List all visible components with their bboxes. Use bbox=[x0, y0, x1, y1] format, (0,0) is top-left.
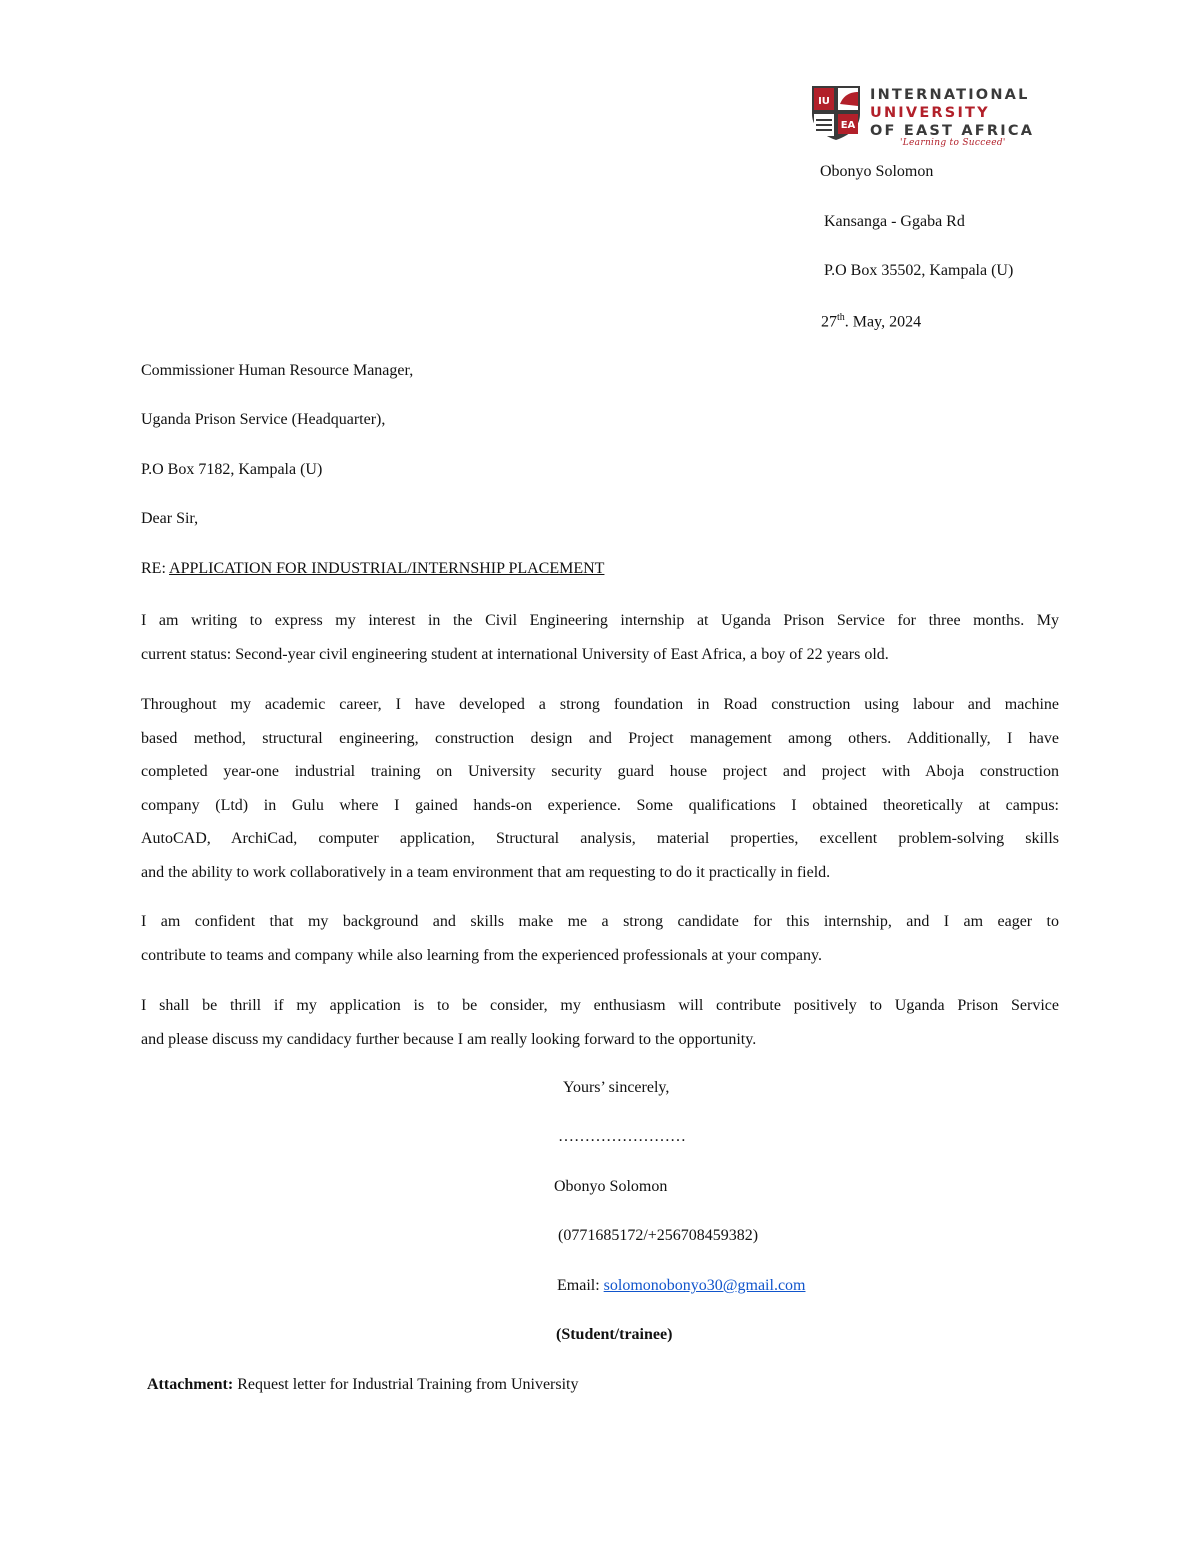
logo-line-university: UNIVERSITY bbox=[870, 105, 990, 121]
paragraph-line: I shall be thrill if my application is to be consider, my enthusiasm will contribute positively to Uganda Prison Service bbox=[141, 997, 1059, 1014]
body-paragraph-3 bbox=[141, 905, 1059, 972]
signature-line: …………………… bbox=[558, 1128, 686, 1145]
salutation: Dear Sir, bbox=[141, 510, 199, 527]
subject-line bbox=[141, 560, 604, 578]
date-rest: . May, 2024 bbox=[844, 313, 922, 331]
paragraph-line: and the ability to work collaboratively in a team environment that am requesting to do it practically in field. bbox=[141, 863, 831, 881]
body-paragraph-1 bbox=[141, 604, 1059, 671]
subject-text: APPLICATION FOR INDUSTRIAL/INTERNSHIP PLACEMENT bbox=[169, 560, 605, 577]
paragraph-line: and please discuss my candidacy further because I am really looking forward to the opportunity. bbox=[141, 1030, 757, 1048]
recipient-po-box: P.O Box 7182, Kampala (U) bbox=[141, 461, 323, 478]
university-logo bbox=[808, 82, 1038, 152]
valediction: Yours’ sincerely, bbox=[563, 1079, 670, 1096]
crest-mark-right: EA bbox=[840, 120, 856, 131]
email-link[interactable]: solomonobonyo30@gmail.com bbox=[603, 1277, 806, 1294]
paragraph-line: company (Ltd) in Gulu where I gained hands-on experience. Some qualifications I obtained theoretically at campus: bbox=[141, 796, 1059, 814]
attachment-label: Attachment: bbox=[147, 1376, 234, 1393]
sender-po-box: P.O Box 35502, Kampala (U) bbox=[824, 262, 1014, 279]
university-crest-icon bbox=[808, 84, 864, 142]
sender-street: Kansanga - Ggaba Rd bbox=[824, 213, 965, 230]
paragraph-line: I am confident that my background and skills make me a strong candidate for this internship, and I am eager to bbox=[141, 913, 1059, 930]
paragraph-line: Throughout my academic career, I have developed a strong foundation in Road construction using labour and machine bbox=[141, 696, 1059, 713]
letter-date bbox=[821, 312, 921, 331]
recipient-organization: Uganda Prison Service (Headquarter), bbox=[141, 411, 386, 428]
recipient-title: Commissioner Human Resource Manager, bbox=[141, 362, 414, 379]
signatory-email-row bbox=[557, 1277, 806, 1295]
logo-line-east-africa: OF EAST AFRICA bbox=[870, 123, 1035, 139]
paragraph-line: contribute to teams and company while also learning from the experienced professionals at your company. bbox=[141, 946, 822, 964]
body-paragraph-2 bbox=[141, 688, 1059, 889]
paragraph-line: current status: Second-year civil engineering student at international University of East Africa, a boy of 22 years old. bbox=[141, 645, 889, 663]
logo-tagline: 'Learning to Succeed' bbox=[900, 138, 1006, 148]
crest-mark-left: IU bbox=[818, 96, 830, 107]
signatory-role: (Student/trainee) bbox=[556, 1326, 673, 1343]
attachment-text: Request letter for Industrial Training from University bbox=[233, 1376, 579, 1393]
subject-prefix: RE: bbox=[141, 560, 170, 577]
paragraph-line: completed year-one industrial training on University security guard house project and project with Aboja construction bbox=[141, 763, 1059, 780]
signatory-name: Obonyo Solomon bbox=[554, 1178, 668, 1195]
attachment-line bbox=[147, 1376, 578, 1394]
sender-name: Obonyo Solomon bbox=[820, 163, 934, 180]
date-day: 27 bbox=[821, 313, 837, 331]
paragraph-line: AutoCAD, ArchiCad, computer application, Structural analysis, material properties, excellent problem-solving skills bbox=[141, 830, 1059, 847]
signatory-phone: (0771685172/+256708459382) bbox=[558, 1227, 759, 1244]
logo-wordmark bbox=[870, 86, 1034, 140]
email-label: Email: bbox=[557, 1277, 604, 1294]
paragraph-line: based method, structural engineering, construction design and Project management among others. Additionally, I have bbox=[141, 729, 1059, 747]
date-ordinal: th bbox=[837, 312, 845, 323]
body-paragraph-4 bbox=[141, 989, 1059, 1056]
logo-line-international: INTERNATIONAL bbox=[870, 87, 1030, 103]
paragraph-line: I am writing to express my interest in the Civil Engineering internship at Uganda Prison Service for three months. My bbox=[141, 612, 1059, 629]
